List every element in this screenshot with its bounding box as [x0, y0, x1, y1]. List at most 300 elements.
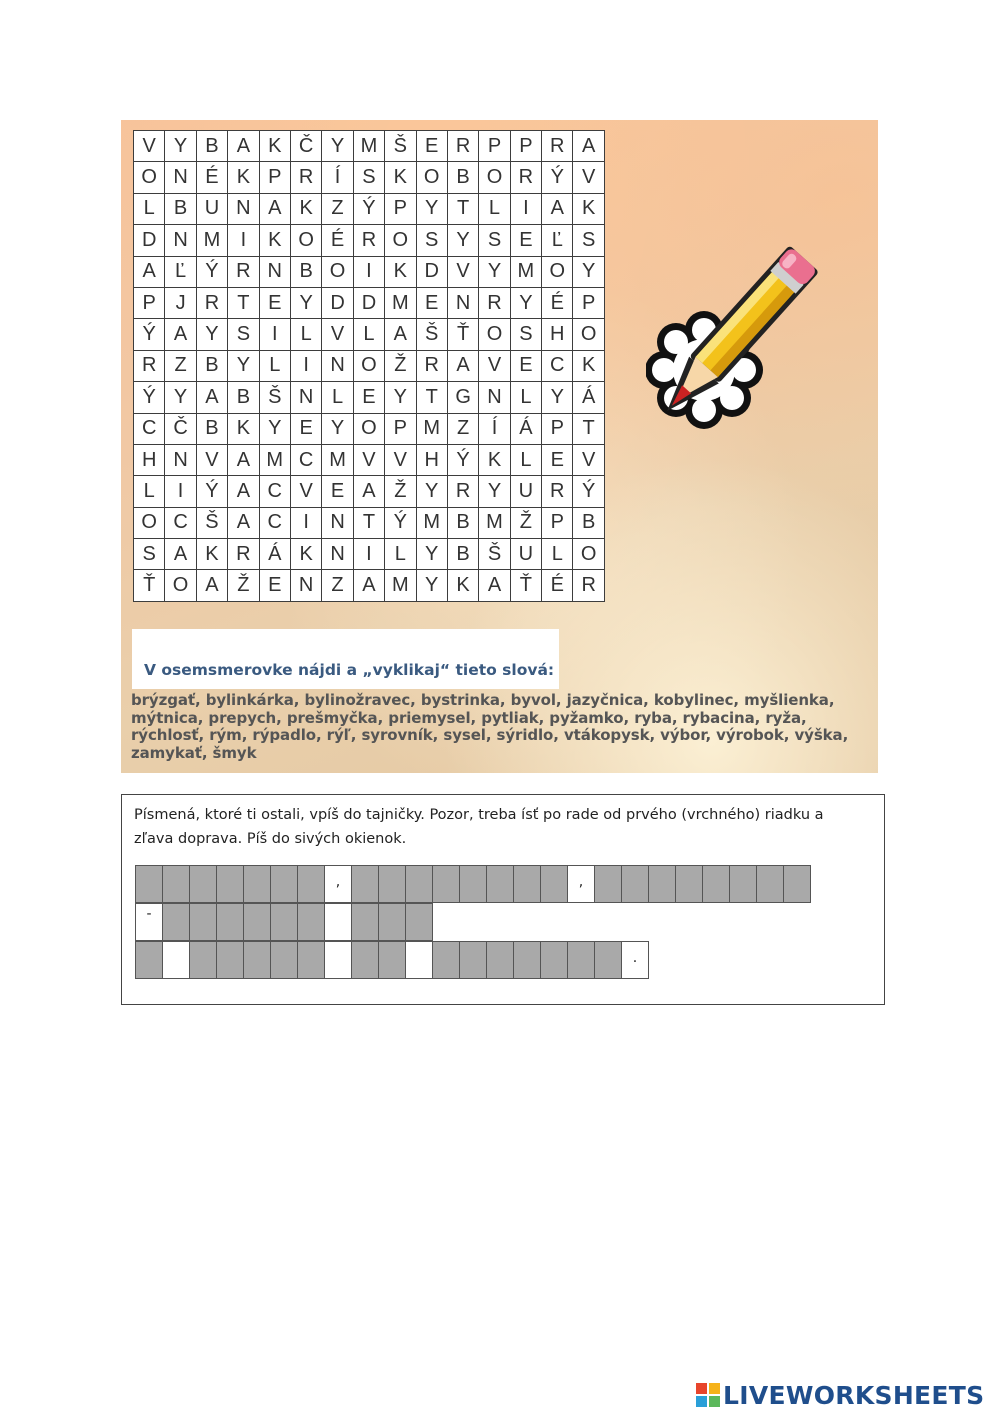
- grid-letter-cell[interactable]: V: [385, 444, 416, 475]
- grid-letter-cell[interactable]: V: [447, 256, 478, 287]
- grid-letter-cell[interactable]: Ý: [134, 382, 165, 413]
- grid-letter-cell[interactable]: Z: [322, 570, 353, 601]
- grid-letter-cell[interactable]: O: [479, 319, 510, 350]
- secret-letter-box[interactable]: [540, 941, 568, 979]
- secret-letter-box[interactable]: [378, 903, 406, 941]
- grid-letter-cell[interactable]: Á: [259, 539, 290, 570]
- grid-letter-cell[interactable]: M: [259, 444, 290, 475]
- secret-letter-box[interactable]: [594, 941, 622, 979]
- grid-letter-cell[interactable]: M: [385, 287, 416, 318]
- secret-letter-box[interactable]: [486, 865, 514, 903]
- grid-letter-cell[interactable]: M: [322, 444, 353, 475]
- grid-letter-cell[interactable]: Y: [479, 256, 510, 287]
- grid-letter-cell[interactable]: A: [196, 570, 227, 601]
- grid-letter-cell[interactable]: Ý: [447, 444, 478, 475]
- secret-letter-box[interactable]: [270, 865, 298, 903]
- grid-letter-cell[interactable]: C: [290, 444, 321, 475]
- grid-letter-cell[interactable]: C: [259, 507, 290, 538]
- grid-letter-cell[interactable]: P: [134, 287, 165, 318]
- grid-letter-cell[interactable]: Ý: [573, 476, 604, 507]
- instruction-title: V osemsmerovke nájdi a „vyklikaj“ tieto slová:: [144, 661, 555, 679]
- grid-letter-cell[interactable]: M: [510, 256, 541, 287]
- grid-letter-cell[interactable]: A: [228, 507, 259, 538]
- grid-letter-cell[interactable]: B: [447, 507, 478, 538]
- grid-letter-cell[interactable]: P: [510, 131, 541, 162]
- grid-letter-cell[interactable]: U: [196, 193, 227, 224]
- grid-letter-cell[interactable]: A: [196, 382, 227, 413]
- grid-letter-cell[interactable]: R: [416, 350, 447, 381]
- wordsearch-grid: [133, 130, 605, 602]
- secret-separator-box: [324, 903, 352, 941]
- grid-letter-cell[interactable]: P: [385, 413, 416, 444]
- grid-letter-cell[interactable]: Ý: [196, 476, 227, 507]
- grid-letter-cell[interactable]: V: [353, 444, 384, 475]
- grid-letter-cell[interactable]: N: [322, 350, 353, 381]
- grid-letter-cell[interactable]: N: [322, 539, 353, 570]
- secret-letter-box[interactable]: [351, 865, 379, 903]
- grid-letter-cell[interactable]: B: [165, 193, 196, 224]
- grid-letter-cell[interactable]: L: [479, 193, 510, 224]
- secret-letter-box[interactable]: [243, 865, 271, 903]
- grid-letter-cell[interactable]: K: [479, 444, 510, 475]
- grid-letter-cell[interactable]: B: [447, 539, 478, 570]
- grid-letter-cell[interactable]: L: [134, 193, 165, 224]
- grid-letter-cell[interactable]: R: [542, 131, 573, 162]
- grid-letter-cell[interactable]: N: [447, 287, 478, 318]
- grid-letter-cell[interactable]: S: [353, 162, 384, 193]
- grid-letter-cell[interactable]: I: [165, 476, 196, 507]
- grid-row: [134, 444, 605, 475]
- grid-row: [134, 162, 605, 193]
- secret-letter-box[interactable]: [189, 903, 217, 941]
- secret-letter-box[interactable]: [459, 941, 487, 979]
- secret-letter-box[interactable]: [351, 941, 379, 979]
- grid-letter-cell[interactable]: S: [479, 225, 510, 256]
- grid-letter-cell[interactable]: N: [290, 570, 321, 601]
- grid-letter-cell[interactable]: D: [353, 287, 384, 318]
- grid-letter-cell[interactable]: Á: [573, 382, 604, 413]
- grid-letter-cell[interactable]: P: [479, 131, 510, 162]
- liveworksheets-logo-icon: [696, 1383, 720, 1407]
- grid-letter-cell[interactable]: B: [290, 256, 321, 287]
- secret-letter-box[interactable]: [243, 941, 271, 979]
- grid-letter-cell[interactable]: A: [573, 131, 604, 162]
- grid-letter-cell[interactable]: R: [290, 162, 321, 193]
- grid-row: [134, 131, 605, 162]
- grid-letter-cell[interactable]: K: [196, 539, 227, 570]
- grid-letter-cell[interactable]: E: [416, 287, 447, 318]
- secret-letter-box[interactable]: [189, 941, 217, 979]
- secret-letter-box[interactable]: [459, 865, 487, 903]
- grid-letter-cell[interactable]: L: [353, 319, 384, 350]
- secret-letter-box[interactable]: [243, 903, 271, 941]
- instruction-box: [132, 629, 559, 689]
- secret-separator-box: [324, 865, 352, 903]
- grid-letter-cell[interactable]: B: [228, 382, 259, 413]
- grid-letter-cell[interactable]: T: [416, 382, 447, 413]
- grid-letter-cell[interactable]: O: [134, 507, 165, 538]
- grid-letter-cell[interactable]: O: [479, 162, 510, 193]
- grid-letter-cell[interactable]: C: [542, 350, 573, 381]
- grid-letter-cell[interactable]: Z: [447, 413, 478, 444]
- grid-letter-cell[interactable]: S: [573, 225, 604, 256]
- grid-letter-cell[interactable]: Z: [322, 193, 353, 224]
- grid-letter-cell[interactable]: R: [228, 539, 259, 570]
- grid-letter-cell[interactable]: A: [259, 193, 290, 224]
- grid-letter-cell[interactable]: M: [416, 413, 447, 444]
- secret-letter-box[interactable]: [432, 865, 460, 903]
- grid-letter-cell[interactable]: V: [573, 444, 604, 475]
- secret-letter-box[interactable]: [378, 865, 406, 903]
- grid-letter-cell[interactable]: M: [479, 507, 510, 538]
- secret-row: [135, 941, 648, 979]
- grid-letter-cell[interactable]: L: [542, 539, 573, 570]
- secret-row: [135, 865, 810, 903]
- grid-row: [134, 539, 605, 570]
- grid-letter-cell[interactable]: Š: [196, 507, 227, 538]
- grid-letter-cell[interactable]: Y: [165, 131, 196, 162]
- grid-letter-cell[interactable]: É: [542, 570, 573, 601]
- grid-letter-cell[interactable]: R: [353, 225, 384, 256]
- grid-letter-cell[interactable]: Ý: [353, 193, 384, 224]
- grid-letter-cell[interactable]: O: [134, 162, 165, 193]
- secret-letter-box[interactable]: [756, 865, 784, 903]
- grid-letter-cell[interactable]: E: [290, 413, 321, 444]
- grid-letter-cell[interactable]: O: [353, 350, 384, 381]
- grid-letter-cell[interactable]: Y: [290, 287, 321, 318]
- grid-letter-cell[interactable]: A: [165, 539, 196, 570]
- grid-letter-cell[interactable]: R: [573, 570, 604, 601]
- grid-letter-cell[interactable]: D: [416, 256, 447, 287]
- grid-letter-cell[interactable]: I: [290, 350, 321, 381]
- secret-letter-box[interactable]: [297, 941, 325, 979]
- grid-letter-cell[interactable]: N: [290, 382, 321, 413]
- grid-letter-cell[interactable]: K: [228, 413, 259, 444]
- secret-letter-box[interactable]: [270, 941, 298, 979]
- grid-letter-cell[interactable]: Ť: [447, 319, 478, 350]
- grid-letter-cell[interactable]: T: [353, 507, 384, 538]
- grid-letter-cell[interactable]: Ť: [510, 570, 541, 601]
- grid-letter-cell[interactable]: A: [385, 319, 416, 350]
- secret-letter-box[interactable]: [567, 941, 595, 979]
- grid-letter-cell[interactable]: Y: [165, 382, 196, 413]
- secret-instruction: Písmená, ktoré ti ostali, vpíš do tajničky. Pozor, treba ísť po rade od prvého (vrchného) riadku a zľava doprava. Píš do sivých okienok.: [134, 807, 824, 847]
- secret-letter-box[interactable]: [729, 865, 757, 903]
- grid-letter-cell[interactable]: U: [510, 476, 541, 507]
- grid-letter-cell[interactable]: R: [542, 476, 573, 507]
- grid-letter-cell[interactable]: I: [353, 539, 384, 570]
- secret-letter-box[interactable]: [351, 903, 379, 941]
- grid-letter-cell[interactable]: Y: [416, 570, 447, 601]
- secret-letter-box[interactable]: [270, 903, 298, 941]
- grid-letter-cell[interactable]: K: [259, 225, 290, 256]
- grid-letter-cell[interactable]: E: [510, 350, 541, 381]
- grid-letter-cell[interactable]: R: [510, 162, 541, 193]
- grid-letter-cell[interactable]: L: [322, 382, 353, 413]
- grid-letter-cell[interactable]: S: [228, 319, 259, 350]
- grid-letter-cell[interactable]: A: [228, 444, 259, 475]
- grid-letter-cell[interactable]: K: [385, 162, 416, 193]
- secret-letter-box[interactable]: [297, 903, 325, 941]
- grid-letter-cell[interactable]: N: [228, 193, 259, 224]
- grid-letter-cell[interactable]: A: [542, 193, 573, 224]
- secret-letter-box[interactable]: [135, 941, 163, 979]
- grid-letter-cell[interactable]: E: [259, 570, 290, 601]
- grid-letter-cell[interactable]: B: [447, 162, 478, 193]
- secret-letter-box[interactable]: [675, 865, 703, 903]
- grid-letter-cell[interactable]: Č: [165, 413, 196, 444]
- secret-letter-box[interactable]: [405, 865, 433, 903]
- secret-letter-box[interactable]: [432, 941, 460, 979]
- grid-letter-cell[interactable]: B: [196, 413, 227, 444]
- secret-letter-box[interactable]: [378, 941, 406, 979]
- grid-letter-cell[interactable]: A: [353, 476, 384, 507]
- grid-letter-cell[interactable]: Y: [322, 413, 353, 444]
- grid-letter-cell[interactable]: Á: [510, 413, 541, 444]
- grid-letter-cell[interactable]: Č: [290, 131, 321, 162]
- grid-letter-cell[interactable]: T: [447, 193, 478, 224]
- grid-letter-cell[interactable]: E: [322, 476, 353, 507]
- grid-letter-cell[interactable]: Y: [196, 319, 227, 350]
- secret-letter-box[interactable]: [486, 941, 514, 979]
- secret-letter-box[interactable]: [702, 865, 730, 903]
- grid-letter-cell[interactable]: O: [573, 539, 604, 570]
- grid-row: [134, 256, 605, 287]
- grid-letter-cell[interactable]: K: [290, 193, 321, 224]
- grid-letter-cell[interactable]: L: [510, 444, 541, 475]
- grid-letter-cell[interactable]: Ľ: [165, 256, 196, 287]
- secret-letter-box[interactable]: [216, 903, 244, 941]
- grid-letter-cell[interactable]: M: [353, 131, 384, 162]
- liveworksheets-logo: [696, 1378, 984, 1412]
- grid-letter-cell[interactable]: N: [165, 444, 196, 475]
- grid-letter-cell[interactable]: O: [542, 256, 573, 287]
- word-list: brýzgať, bylinkárka, bylinožravec, bystrinka, byvol, jazyčnica, kobylinec, myšlienka, mýtnica, prepych, prešmyčka, priemysel, pytliak, pyžamko, ryba, rybacina, ryža, rýchlosť, rým, rýpadlo, rýľ, syrovník, sysel, sýridlo, vtákopysk, výbor, výrobok, výška, zamykať, šmyk: [131, 691, 849, 762]
- grid-letter-cell[interactable]: Y: [510, 287, 541, 318]
- grid-letter-cell[interactable]: O: [165, 570, 196, 601]
- grid-letter-cell[interactable]: A: [479, 570, 510, 601]
- grid-letter-cell[interactable]: V: [196, 444, 227, 475]
- grid-letter-cell[interactable]: B: [196, 131, 227, 162]
- grid-letter-cell[interactable]: K: [259, 131, 290, 162]
- grid-letter-cell[interactable]: Í: [479, 413, 510, 444]
- grid-letter-cell[interactable]: P: [542, 507, 573, 538]
- secret-separator-box: [324, 941, 352, 979]
- secret-letter-box[interactable]: [513, 941, 541, 979]
- grid-letter-cell[interactable]: Y: [259, 413, 290, 444]
- grid-letter-cell[interactable]: Š: [416, 319, 447, 350]
- grid-letter-cell[interactable]: V: [479, 350, 510, 381]
- grid-letter-cell[interactable]: S: [510, 319, 541, 350]
- grid-letter-cell[interactable]: L: [134, 476, 165, 507]
- grid-letter-cell[interactable]: Š: [259, 382, 290, 413]
- secret-letter-box[interactable]: [594, 865, 622, 903]
- grid-letter-cell[interactable]: R: [134, 350, 165, 381]
- grid-letter-cell[interactable]: O: [385, 225, 416, 256]
- grid-letter-cell[interactable]: R: [479, 287, 510, 318]
- grid-letter-cell[interactable]: Y: [542, 382, 573, 413]
- grid-letter-cell[interactable]: Y: [416, 539, 447, 570]
- grid-letter-cell[interactable]: S: [416, 225, 447, 256]
- grid-letter-cell[interactable]: Y: [447, 225, 478, 256]
- grid-letter-cell[interactable]: K: [573, 193, 604, 224]
- grid-letter-cell[interactable]: L: [290, 319, 321, 350]
- grid-letter-cell[interactable]: É: [322, 225, 353, 256]
- grid-letter-cell[interactable]: É: [196, 162, 227, 193]
- grid-letter-cell[interactable]: T: [573, 413, 604, 444]
- grid-letter-cell[interactable]: Ž: [385, 476, 416, 507]
- grid-letter-cell[interactable]: E: [259, 287, 290, 318]
- grid-letter-cell[interactable]: Ž: [510, 507, 541, 538]
- secret-row: [135, 903, 432, 941]
- grid-letter-cell[interactable]: C: [259, 476, 290, 507]
- secret-letter-box[interactable]: [162, 865, 190, 903]
- grid-letter-cell[interactable]: O: [416, 162, 447, 193]
- grid-letter-cell[interactable]: M: [385, 570, 416, 601]
- grid-letter-cell[interactable]: H: [134, 444, 165, 475]
- grid-letter-cell[interactable]: V: [134, 131, 165, 162]
- grid-letter-cell[interactable]: V: [322, 319, 353, 350]
- separator-mark: ,: [335, 874, 341, 890]
- grid-letter-cell[interactable]: H: [416, 444, 447, 475]
- secret-letter-box[interactable]: [135, 865, 163, 903]
- secret-separator-box: [162, 941, 190, 979]
- grid-letter-cell[interactable]: Ž: [385, 350, 416, 381]
- grid-letter-cell[interactable]: É: [542, 287, 573, 318]
- grid-letter-cell[interactable]: N: [165, 162, 196, 193]
- grid-letter-cell[interactable]: E: [542, 444, 573, 475]
- grid-letter-cell[interactable]: I: [259, 319, 290, 350]
- grid-letter-cell[interactable]: Y: [385, 382, 416, 413]
- grid-letter-cell[interactable]: Ž: [228, 570, 259, 601]
- grid-letter-cell[interactable]: N: [259, 256, 290, 287]
- secret-letter-box[interactable]: [783, 865, 811, 903]
- grid-letter-cell[interactable]: O: [573, 319, 604, 350]
- grid-letter-cell[interactable]: Ť: [134, 570, 165, 601]
- grid-letter-cell[interactable]: R: [196, 287, 227, 318]
- grid-letter-cell[interactable]: O: [353, 413, 384, 444]
- grid-letter-cell[interactable]: N: [165, 225, 196, 256]
- grid-letter-cell[interactable]: Z: [165, 350, 196, 381]
- secret-letter-box[interactable]: [405, 903, 433, 941]
- grid-letter-cell[interactable]: P: [573, 287, 604, 318]
- grid-letter-cell[interactable]: K: [573, 350, 604, 381]
- grid-letter-cell[interactable]: Y: [228, 350, 259, 381]
- grid-letter-cell[interactable]: R: [447, 131, 478, 162]
- grid-letter-cell[interactable]: A: [228, 476, 259, 507]
- grid-letter-cell[interactable]: D: [322, 287, 353, 318]
- grid-letter-cell[interactable]: Ý: [542, 162, 573, 193]
- grid-letter-cell[interactable]: A: [228, 131, 259, 162]
- grid-letter-cell[interactable]: C: [134, 413, 165, 444]
- grid-letter-cell[interactable]: I: [228, 225, 259, 256]
- grid-letter-cell[interactable]: R: [447, 476, 478, 507]
- separator-mark: -: [146, 906, 152, 922]
- grid-letter-cell[interactable]: H: [542, 319, 573, 350]
- secret-letter-box[interactable]: [513, 865, 541, 903]
- secret-letter-box[interactable]: [540, 865, 568, 903]
- grid-letter-cell[interactable]: P: [542, 413, 573, 444]
- secret-separator-box: [621, 941, 649, 979]
- grid-letter-cell[interactable]: I: [510, 193, 541, 224]
- grid-letter-cell[interactable]: E: [353, 382, 384, 413]
- grid-row: [134, 350, 605, 381]
- secret-letter-box[interactable]: [189, 865, 217, 903]
- grid-letter-cell[interactable]: R: [228, 256, 259, 287]
- grid-letter-cell[interactable]: Ľ: [542, 225, 573, 256]
- grid-letter-cell[interactable]: O: [322, 256, 353, 287]
- grid-letter-cell[interactable]: Ý: [385, 507, 416, 538]
- grid-letter-cell[interactable]: V: [573, 162, 604, 193]
- grid-letter-cell[interactable]: Y: [416, 193, 447, 224]
- grid-letter-cell[interactable]: J: [165, 287, 196, 318]
- grid-letter-cell[interactable]: L: [259, 350, 290, 381]
- grid-letter-cell[interactable]: I: [290, 507, 321, 538]
- grid-letter-cell[interactable]: Ý: [134, 319, 165, 350]
- grid-letter-cell[interactable]: C: [165, 507, 196, 538]
- pencil-icon: [646, 242, 846, 442]
- secret-letter-box[interactable]: [297, 865, 325, 903]
- grid-letter-cell[interactable]: M: [416, 507, 447, 538]
- grid-letter-cell[interactable]: Š: [479, 539, 510, 570]
- grid-letter-cell[interactable]: Y: [322, 131, 353, 162]
- grid-letter-cell[interactable]: V: [290, 476, 321, 507]
- grid-letter-cell[interactable]: P: [385, 193, 416, 224]
- secret-letter-box[interactable]: [621, 865, 649, 903]
- grid-letter-cell[interactable]: O: [290, 225, 321, 256]
- grid-letter-cell[interactable]: E: [416, 131, 447, 162]
- grid-letter-cell[interactable]: A: [447, 350, 478, 381]
- grid-letter-cell[interactable]: G: [447, 382, 478, 413]
- grid-letter-cell[interactable]: K: [228, 162, 259, 193]
- grid-letter-cell[interactable]: P: [259, 162, 290, 193]
- grid-letter-cell[interactable]: B: [573, 507, 604, 538]
- grid-letter-cell[interactable]: E: [510, 225, 541, 256]
- secret-letter-box[interactable]: [216, 941, 244, 979]
- grid-letter-cell[interactable]: L: [385, 539, 416, 570]
- secret-letter-box[interactable]: [162, 903, 190, 941]
- grid-letter-cell[interactable]: U: [510, 539, 541, 570]
- grid-letter-cell[interactable]: Š: [385, 131, 416, 162]
- grid-letter-cell[interactable]: Y: [573, 256, 604, 287]
- grid-letter-cell[interactable]: Y: [416, 476, 447, 507]
- grid-letter-cell[interactable]: Ý: [196, 256, 227, 287]
- grid-letter-cell[interactable]: M: [196, 225, 227, 256]
- grid-row: [134, 570, 605, 601]
- grid-letter-cell[interactable]: Y: [479, 476, 510, 507]
- grid-letter-cell[interactable]: I: [353, 256, 384, 287]
- grid-letter-cell[interactable]: K: [447, 570, 478, 601]
- grid-letter-cell[interactable]: D: [134, 225, 165, 256]
- secret-letter-box[interactable]: [216, 865, 244, 903]
- grid-letter-cell[interactable]: A: [165, 319, 196, 350]
- secret-letter-box[interactable]: [648, 865, 676, 903]
- secret-separator-box: [405, 941, 433, 979]
- grid-letter-cell[interactable]: K: [290, 539, 321, 570]
- grid-letter-cell[interactable]: A: [134, 256, 165, 287]
- grid-letter-cell[interactable]: B: [196, 350, 227, 381]
- grid-letter-cell[interactable]: L: [510, 382, 541, 413]
- grid-letter-cell[interactable]: S: [134, 539, 165, 570]
- grid-letter-cell[interactable]: K: [385, 256, 416, 287]
- grid-row: [134, 319, 605, 350]
- grid-letter-cell[interactable]: N: [479, 382, 510, 413]
- grid-letter-cell[interactable]: N: [322, 507, 353, 538]
- secret-section: [121, 794, 885, 1005]
- grid-letter-cell[interactable]: T: [228, 287, 259, 318]
- grid-letter-cell[interactable]: Í: [322, 162, 353, 193]
- grid-letter-cell[interactable]: A: [353, 570, 384, 601]
